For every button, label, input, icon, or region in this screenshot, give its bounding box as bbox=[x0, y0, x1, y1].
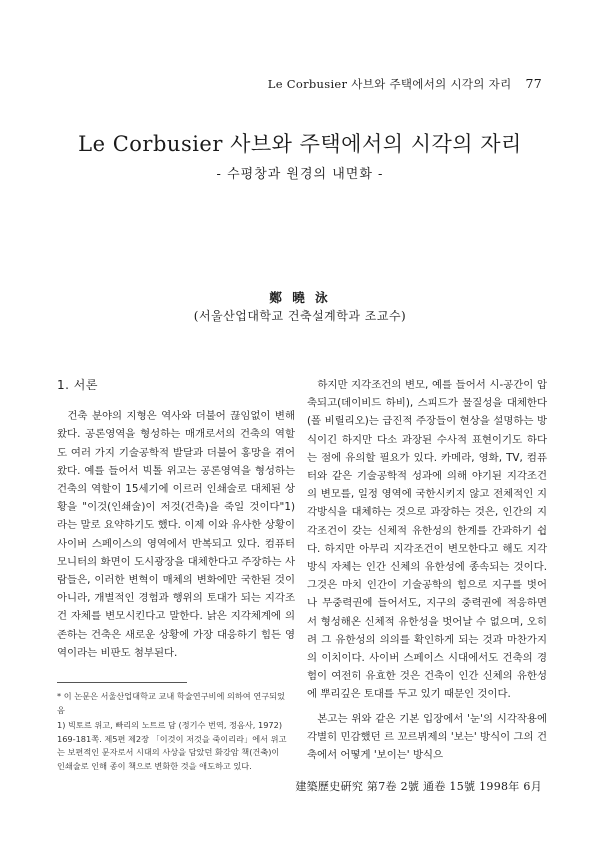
body-paragraph: 하지만 지각조건의 변모, 예를 들어서 시-공간이 압축되고(데이비드 하비), 스피드가 물질성을 대체한다(폴 비릴리오)는 급진적 주장들이 현상을 설명하는 방식이긴 하지만 다소 과장된 수사적 표현이기도 하다는 점에 유의할 필요가 있다. 카메라, 영화, TV, 컴퓨터와 같은 기술공학적 성과에 의해 야기된 지각조건의 변모를, 일정 영역에 국한시키지 않고 전체적인 지각방식을 대체하는 것으로 과장하는 것은, 인간의 지각조건이 갖는 신체적 유한성의 한계를 간과하기 쉽다. 하지만 아무리 지각조건이 변모한다고 해도 지각방식 자체는 인간 신체의 유한성에 종속되는 것이다. 그것은 마치 인간이 기술공학의 힘으로 지구를 벗어나 무중력권에 들어서도, 지구의 중력권에 적응하면서 형성해온 신체적 유한성을 벗어날 수 없으며, 오히려 그 유한성의 의의를 확인하게 되는 것과 마찬가지의 이치이다. 사이버 스페이스 시대에서도 건축의 경험이 여전히 유효한 것은 건축이 인간 신체의 유한성에 뿌리깊은 토대를 두고 있기 때문인 것이다. bbox=[307, 379, 547, 701]
running-head-title: Le Corbusier 사브와 주택에서의 시각의 자리 bbox=[267, 77, 512, 91]
body-paragraph: 본고는 위와 같은 기본 입장에서 '눈'의 시각작용에 각별히 민감했던 르 꼬르뷔제의 '보는' 방식이 그의 건축에서 어떻게 '보이는' 방식으 bbox=[307, 712, 547, 762]
footnotes bbox=[57, 690, 289, 775]
section-heading: 1. 서론 bbox=[57, 378, 98, 392]
page-number: 77 bbox=[525, 76, 542, 91]
author-name: 鄭 曉 泳 bbox=[269, 290, 331, 305]
paper-title: Le Corbusier 사브와 주택에서의 시각의 자리 bbox=[78, 132, 522, 156]
author-affiliation: (서울산업대학교 건축설계학과 조교수) bbox=[193, 309, 407, 323]
footnote-divider bbox=[57, 682, 187, 683]
left-column bbox=[57, 376, 295, 662]
right-column bbox=[307, 376, 547, 764]
journal-citation: 建築歷史硏究 第7卷 2號 通卷 15號 1998年 6月 bbox=[295, 780, 542, 793]
footnote-1: 1) 빅토르 위고, 빠리의 노트르 담 (정기수 번역, 정음사, 1972) 169-181쪽. 제5편 제2장 「이것이 저것을 죽이리라」에서 위고는 보편적인 문자로서 시대의 사상을 담았던 화강암 책(건축)이 인쇄술로 인해 종이 책으로 변화한 것을 애도하고 있다. bbox=[57, 720, 287, 771]
paper-subtitle: - 수평창과 원경의 내면화 - bbox=[216, 167, 384, 182]
footnote-funding: * 이 논문은 서울산업대학교 교내 학술연구비에 의하여 연구되었음 bbox=[57, 691, 285, 715]
running-head bbox=[268, 76, 542, 92]
body-paragraph: 건축 분야의 지형은 역사와 더불어 끊임없이 변해왔다. 공론영역을 형성하는 매개로서의 건축의 역할도 여러 가지 기술공학적 발달과 더불어 홍망을 겪어왔다. 예를 들어서 빅톨 위고는 공론영역을 형성하는 건축의 역할이 15세기에 이르러 인쇄술로 대체된 상황을 "이것(인쇄술)이 저것(건축)을 죽일 것이다"1)라는 말로 요약하기도 했다. 이제 이와 유사한 상황이 사이버 스페이스의 영역에서 반복되고 있다. 컴퓨터 모니터의 화면이 도시광장을 대체한다고 주장하는 사람들은, 이러한 변혁이 매체의 변화에만 국한된 것이 아니라, 개별적인 경험과 행위의 토대가 되는 지각조건 자체를 변모시킨다고 말한다. 낡은 지각체계에 의존하는 건축은 새로운 상황에 가장 대응하기 힘든 영역이라는 비판도 첨부된다. bbox=[57, 410, 295, 659]
